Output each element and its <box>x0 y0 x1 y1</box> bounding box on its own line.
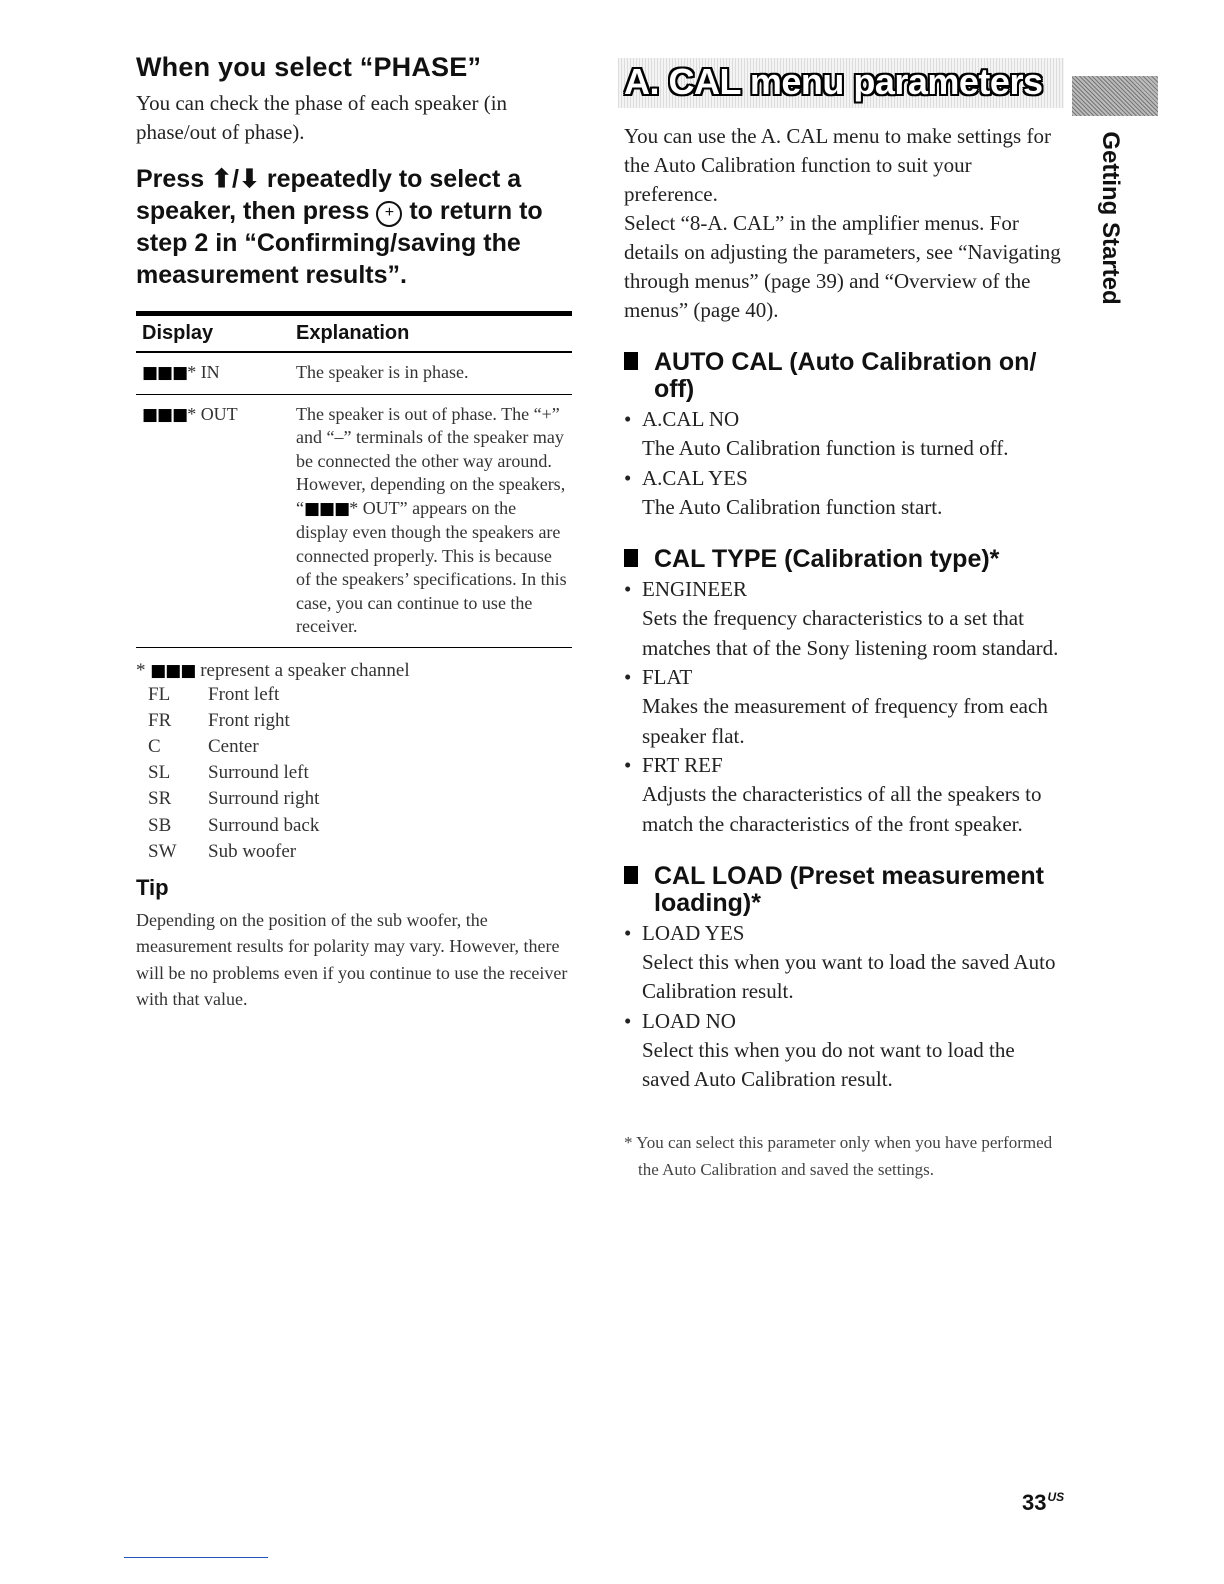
right-column <box>624 58 1064 1183</box>
parameter-section <box>624 863 1064 1095</box>
option-label: • ENGINEER <box>624 575 1064 604</box>
table-row <box>136 352 572 394</box>
option-label: • LOAD YES <box>624 919 1064 948</box>
footnote: * You can select this parameter only when you have performed the Auto Calibration and saved the settings. <box>624 1132 1053 1179</box>
section-title: A. CAL menu parameters <box>624 61 1043 102</box>
table-header-row <box>136 314 572 353</box>
list-item: SB Surround back <box>148 814 320 836</box>
left-column <box>136 52 576 1013</box>
enter-button-icon: + <box>376 201 402 227</box>
table-row <box>136 394 572 647</box>
chapter-tab-label: Getting Started <box>1097 130 1124 305</box>
list-item: FL Front left <box>148 683 280 705</box>
parameter-heading: AUTO CAL (Auto Calibration on/ off) <box>624 349 1064 403</box>
tip-text: Depending on the position of the sub woofer, the measurement results for polarity may vary. However, there will be no problems even if you continue to use the receiver with that value. <box>136 909 568 1010</box>
intro-paragraph-1: You can use the A. CAL menu to make settings for the Auto Calibration function to suit your preference. <box>624 124 1051 206</box>
option-description: Select this when you do not want to load the saved Auto Calibration result. <box>642 1038 1015 1092</box>
phase-table <box>136 311 572 648</box>
page-number: $33^{US}$ <box>1022 1490 1065 1515</box>
list-item: SR Surround right <box>148 788 320 810</box>
chapter-tab-marker <box>1072 76 1158 116</box>
option-label: • A.CAL YES <box>624 464 1064 493</box>
display-cell: ■■■* OUT <box>136 394 290 647</box>
option-description: Makes the measurement of frequency from each speaker flat. <box>642 694 1048 748</box>
parameter-heading: CAL TYPE (Calibration type)* <box>624 546 1064 573</box>
option-label: • A.CAL NO <box>624 405 1064 434</box>
option-label: • FLAT <box>624 663 1064 692</box>
square-bullet-icon <box>624 549 638 567</box>
option-description: Select this when you want to load the saved Auto Calibration result. <box>642 950 1056 1004</box>
section-title-banner <box>618 58 1064 108</box>
phase-description: You can check the phase of each speaker (in phase/out of phase). <box>136 91 508 144</box>
intro-paragraph-2: Select “8-A. CAL” in the amplifier menus. For details on adjusting the parameters, see “Navigating through menus” (page 39) and “Overview of the menus” (page 40). <box>624 211 1061 322</box>
parameter-section <box>624 546 1064 839</box>
speaker-channel-squares: ■■■ <box>150 660 196 681</box>
option-description: Adjusts the characteristics of all the speakers to match the characteristics of the front speaker. <box>642 782 1042 836</box>
channel-list <box>136 682 576 865</box>
phase-heading: When you select “PHASE” <box>136 52 482 82</box>
list-item: FR Front right <box>148 709 290 731</box>
option-description: The Auto Calibration function start. <box>642 494 943 519</box>
bottom-divider <box>124 1557 268 1558</box>
square-bullet-icon <box>624 352 638 370</box>
parameter-section <box>624 349 1064 522</box>
speaker-channel-squares: ■■■ <box>304 498 350 519</box>
list-item: C Center <box>148 735 259 757</box>
parameter-heading: CAL LOAD (Preset measurement loading)* <box>624 863 1064 917</box>
list-item: SW Sub woofer <box>148 840 297 862</box>
press-instruction: Press ⬆/⬇ repeatedly to select a speaker, then press + to return to step 2 in “Confirming/saving the measurement results”. <box>136 165 543 289</box>
square-bullet-icon <box>624 866 638 884</box>
tip-heading: Tip <box>136 874 169 900</box>
header-explanation: Explanation <box>290 314 572 353</box>
explanation-cell: The speaker is out of phase. The “+” and “–” terminals of the speaker may be connected the other way around. However, depending on the speakers, “■■■* OUT” appears on the display even though the speakers are connected properly. This is because of the speakers’ specifications. In this case, you can continue to use the receiver. <box>290 394 572 647</box>
explanation-cell: The speaker is in phase. <box>290 352 572 394</box>
speaker-channel-squares: ■■■ <box>142 404 188 425</box>
up-down-arrow-icon: ⬆/⬇ <box>211 165 260 193</box>
option-description: Sets the frequency characteristics to a set that matches that of the Sony listening room standard. <box>642 606 1059 660</box>
display-cell: ■■■* IN <box>136 352 290 394</box>
channel-note: * ■■■ represent a speaker channel <box>136 659 410 681</box>
speaker-channel-squares: ■■■ <box>142 363 188 383</box>
list-item: SL Surround left <box>148 762 309 784</box>
option-label: • LOAD NO <box>624 1007 1064 1036</box>
option-label: • FRT REF <box>624 751 1064 780</box>
option-description: The Auto Calibration function is turned off. <box>642 436 1009 461</box>
header-display: Display <box>136 314 290 353</box>
